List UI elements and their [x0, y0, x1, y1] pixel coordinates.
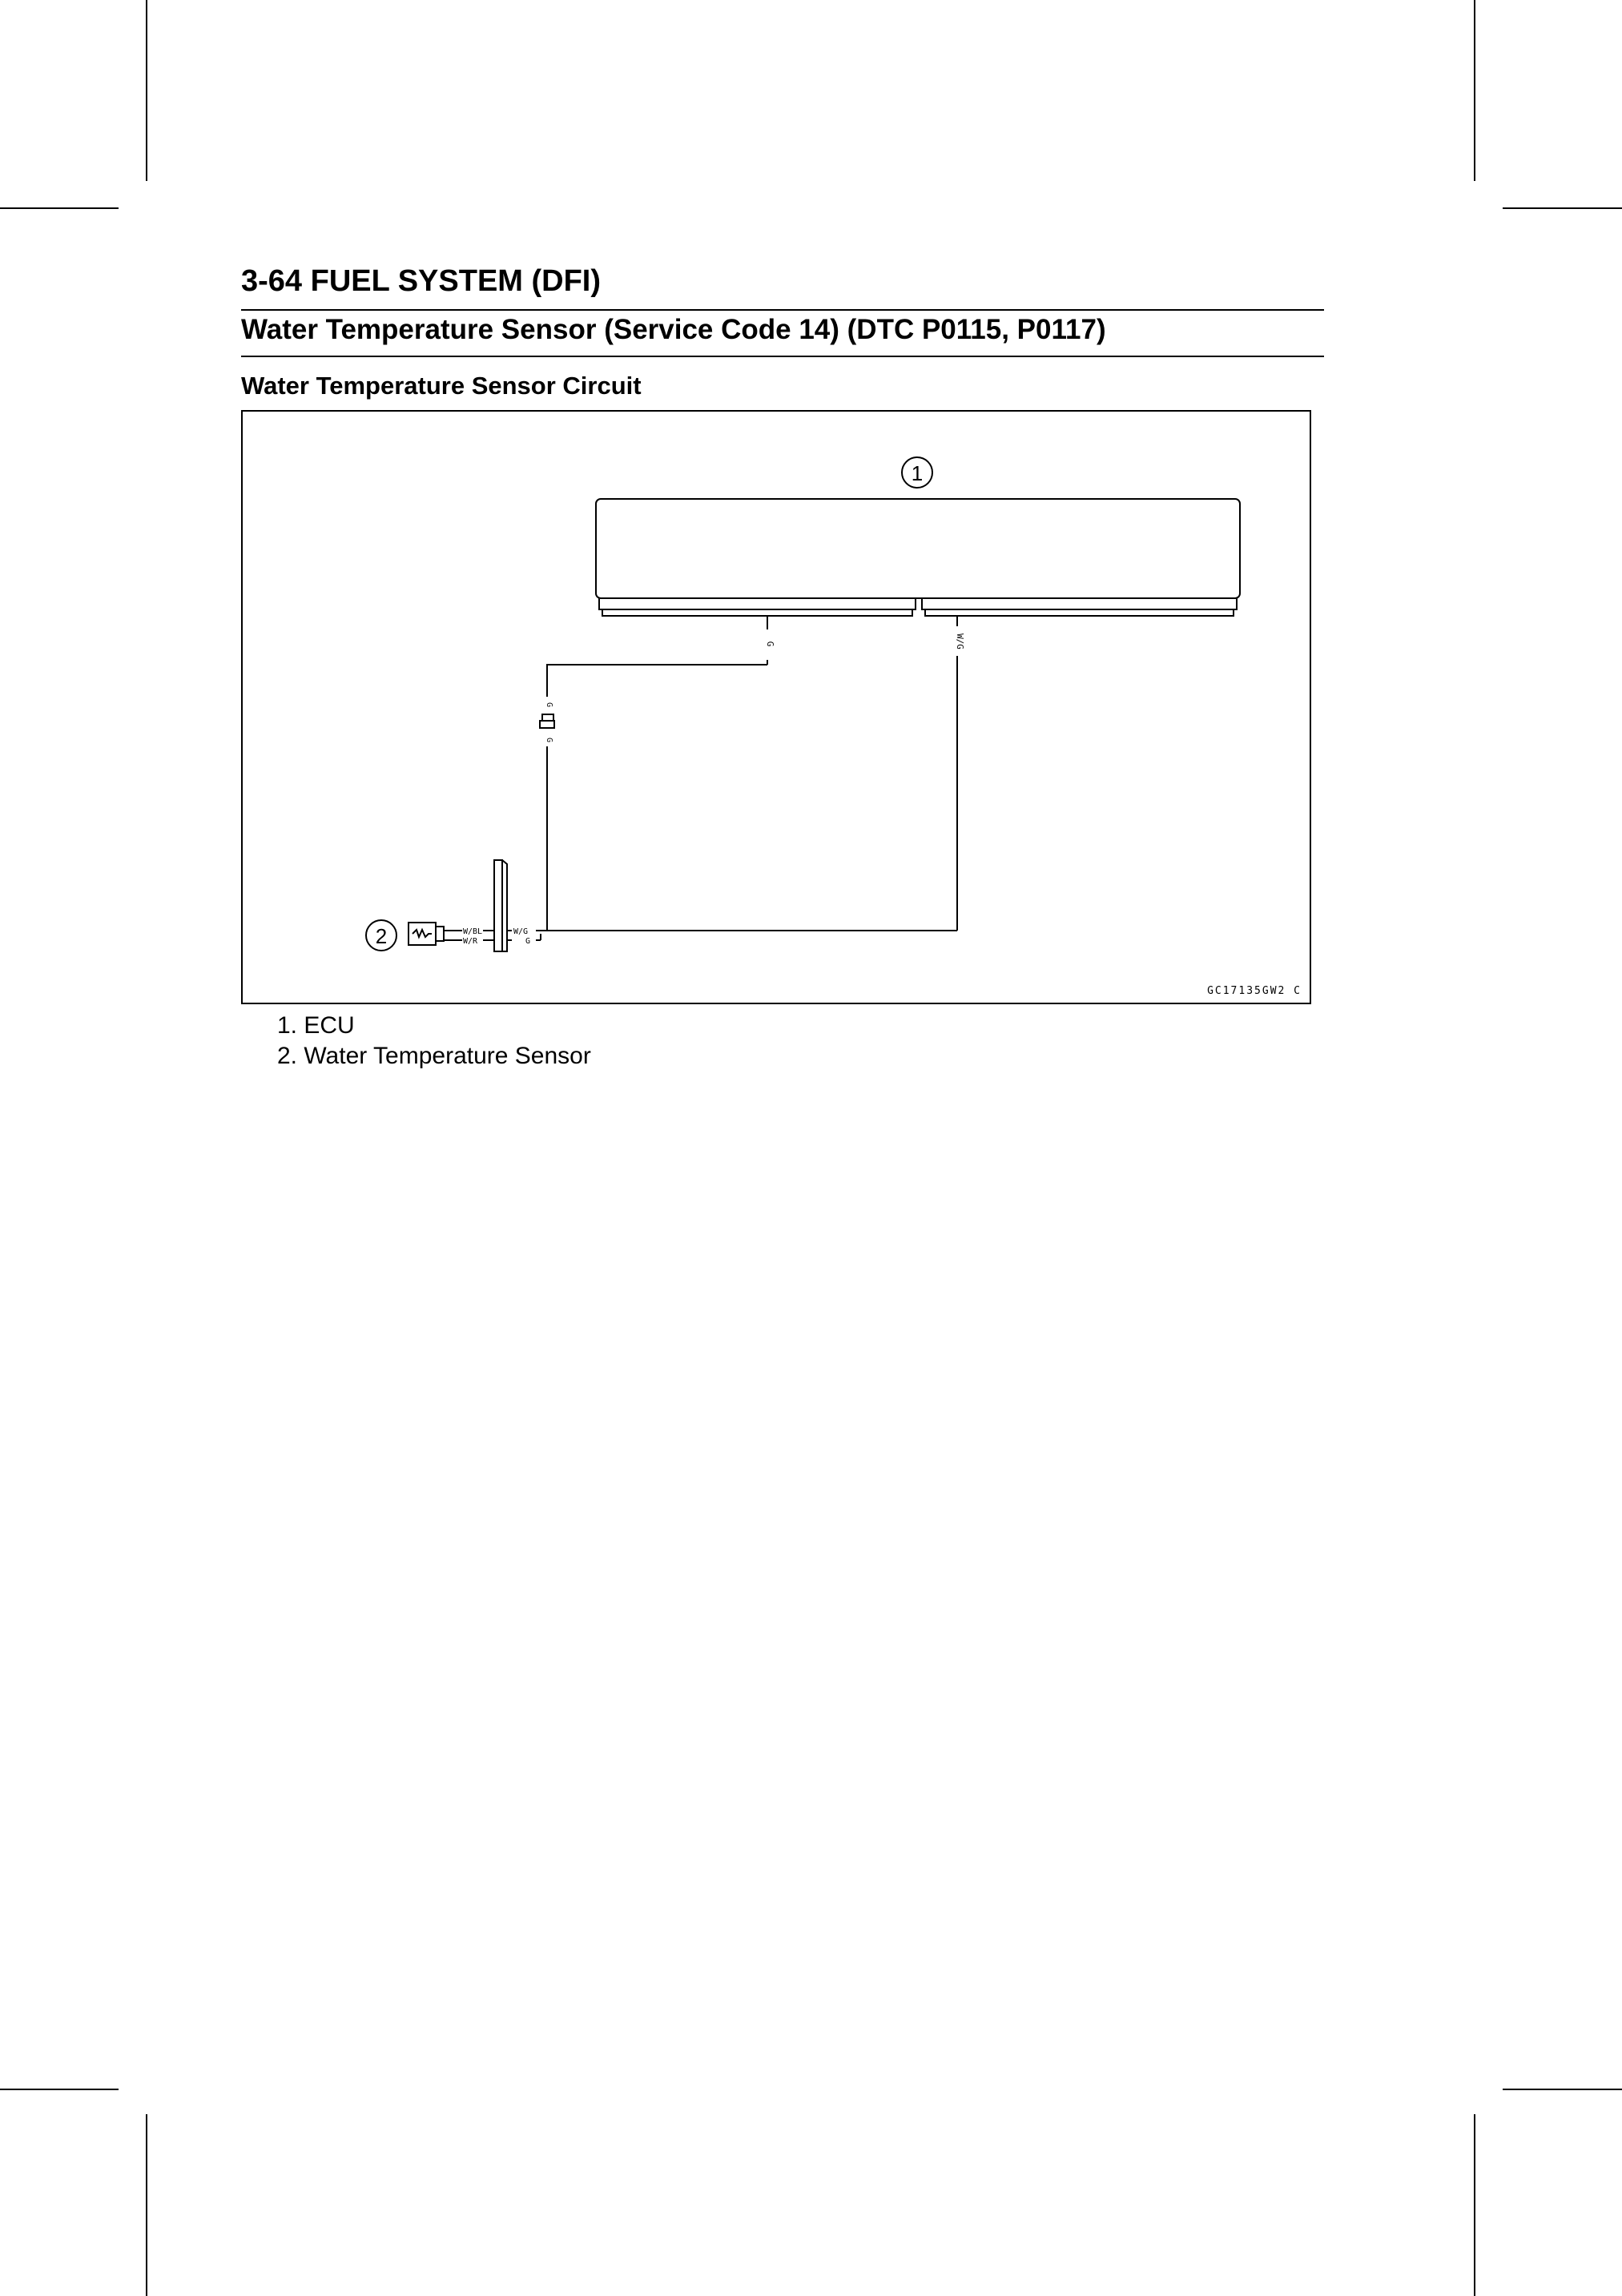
wire-label-harness-2: G — [525, 937, 531, 946]
callout-1-number: 1 — [911, 461, 924, 485]
section-header — [241, 311, 1324, 357]
crop-mark — [146, 2114, 147, 2296]
wire-label-ecu-left: G — [765, 641, 775, 647]
wire-label-sensor-2: W/R — [463, 937, 478, 946]
circuit-diagram-svg — [243, 412, 1310, 1003]
wire-wg-ecu — [547, 616, 957, 931]
wire-g-ecu — [547, 616, 767, 694]
callout-1 — [902, 457, 932, 488]
page-title: 3-64 FUEL SYSTEM (DFI) — [241, 264, 602, 298]
crop-mark — [1503, 2089, 1622, 2090]
legend-item-ecu: 1. ECU — [277, 1012, 355, 1039]
joint-connector — [540, 694, 554, 931]
harness-connector — [494, 860, 547, 951]
legend-item-water-temp-sensor: 2. Water Temperature Sensor — [277, 1043, 591, 1069]
wire-label-sensor-1: W/BL — [463, 927, 483, 936]
wire-label-harness-1: W/G — [513, 927, 529, 936]
crop-mark — [1474, 0, 1475, 181]
circuit-diagram — [241, 410, 1311, 1004]
crop-mark — [1474, 2114, 1475, 2296]
crop-mark — [0, 207, 119, 209]
crop-mark — [1503, 207, 1622, 209]
callout-2 — [366, 920, 396, 951]
wire-label-ecu-right: W/G — [955, 633, 965, 649]
wire-label-connector-top: G — [545, 702, 553, 708]
subsection-title: Water Temperature Sensor Circuit — [241, 372, 642, 400]
callout-2-number: 2 — [375, 924, 388, 948]
figure-code: GC17135GW2 C — [1207, 985, 1302, 997]
section-title: Water Temperature Sensor (Service Code 14) (DTC P0115, P0117) — [241, 314, 1106, 345]
crop-mark — [0, 2089, 119, 2090]
crop-mark — [146, 0, 147, 181]
page-header — [241, 261, 1324, 311]
legend-list — [277, 1011, 591, 1072]
ecu-unit — [596, 499, 1240, 616]
wire-label-connector-bottom: G — [545, 737, 553, 743]
